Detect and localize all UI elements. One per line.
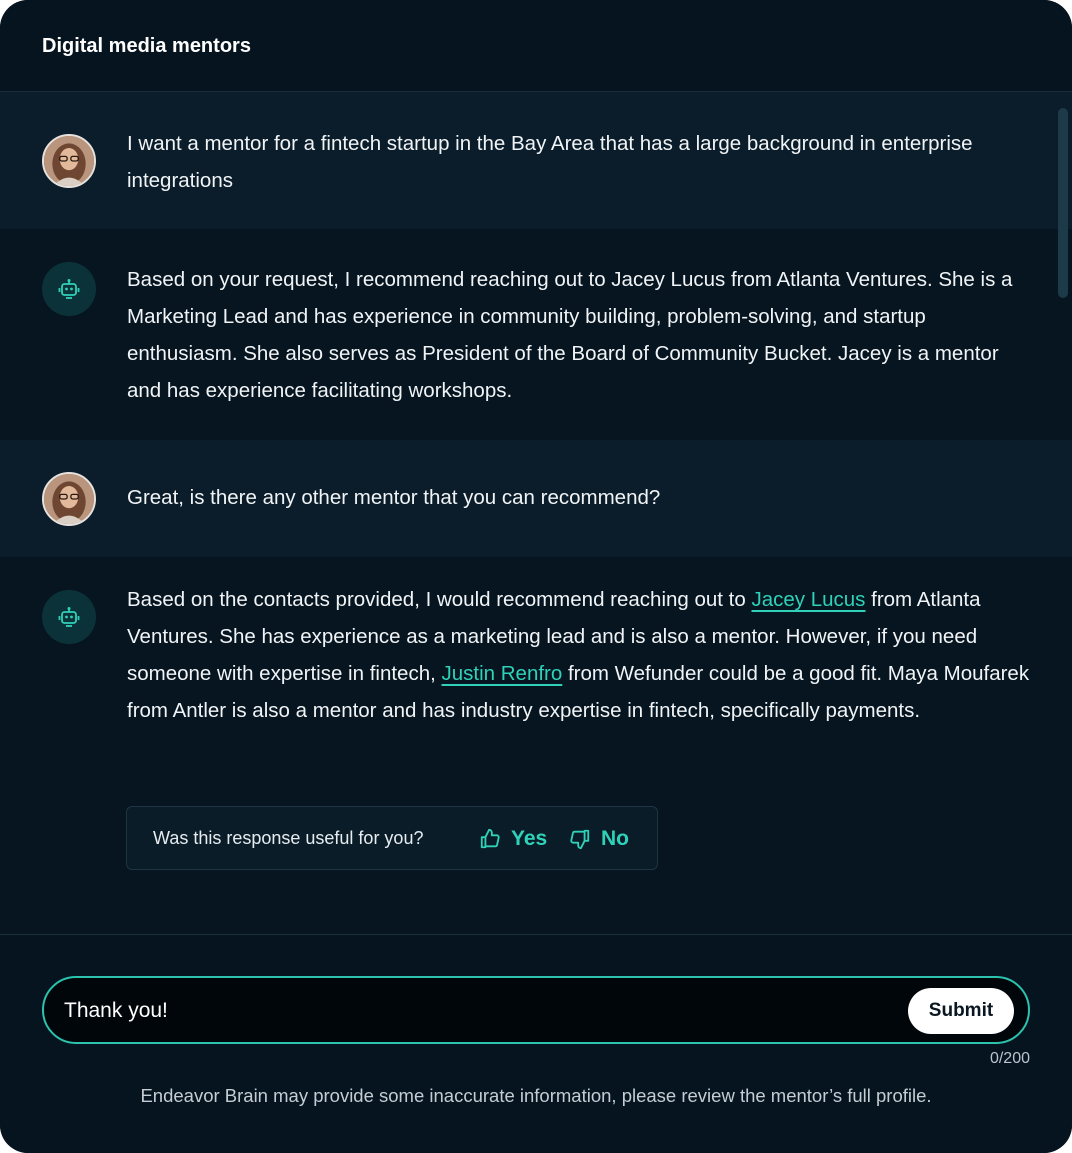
feedback-no-button[interactable]	[569, 824, 629, 854]
chat-history	[0, 92, 1072, 934]
bot-avatar	[42, 262, 96, 316]
header	[0, 0, 1072, 92]
robot-icon	[58, 278, 80, 300]
mentor-link-justin-renfro[interactable]: Justin Renfro	[441, 662, 563, 685]
thumbs-down-icon	[569, 828, 591, 850]
character-counter: 0/200	[989, 1050, 1030, 1067]
feedback-yes-button[interactable]	[479, 824, 547, 854]
feedback-box	[126, 806, 658, 870]
bot-message	[0, 557, 1072, 934]
thumbs-up-icon	[479, 828, 501, 850]
user-avatar-icon	[44, 136, 94, 186]
message-text: Based on your request, I recommend reaching out to Jacey Lucus from Atlanta Ventures. She is a Marketing Lead and has experience in community building, problem-solving, and startup enthusiasm. She also serves as President of the Board of Community Bucket. Jacey is a mentor and has experience facilitating workshops.	[127, 268, 1013, 402]
user-message	[0, 92, 1072, 229]
disclaimer-text: Endeavor Brain may provide some inaccurate information, please review the mentor’s full profile.	[140, 1085, 932, 1106]
submit-button[interactable]: Submit	[908, 988, 1014, 1034]
chat-scrollbar[interactable]	[1058, 108, 1068, 298]
user-avatar	[42, 134, 96, 188]
feedback-no-label: No	[601, 827, 629, 850]
message-text-part: from Atlanta Ventures. She has experience as a marketing lead and is also a mentor. However, if you need someone with expertise in fintech,	[127, 588, 981, 685]
page-title: Digital media mentors	[42, 35, 251, 57]
feedback-question: Was this response useful for you?	[153, 828, 424, 848]
feedback-yes-label: Yes	[511, 827, 548, 850]
mentor-link-jacey-lucus[interactable]: Jacey Lucus	[751, 588, 866, 611]
message-input-wrapper	[42, 976, 1030, 1044]
message-text-part: Based on the contacts provided, I would recommend reaching out to	[127, 588, 752, 611]
robot-icon	[58, 606, 80, 628]
bot-avatar	[42, 590, 96, 644]
message-text: I want a mentor for a fintech startup in the Bay Area that has a large background in enterprise integrations	[127, 132, 973, 192]
user-avatar-icon	[44, 474, 94, 524]
message-input[interactable]	[64, 990, 884, 1032]
user-avatar	[42, 472, 96, 526]
message-text-part: from Wefunder could be a good fit. Maya Moufarek from Antler is also a mentor and has industry expertise in fintech, specifically payments.	[127, 662, 1030, 722]
message-text: Great, is there any other mentor that you can recommend?	[127, 486, 661, 509]
bot-message	[0, 229, 1072, 440]
composer-footer	[0, 934, 1072, 1153]
message-text	[127, 581, 1037, 729]
user-message	[0, 440, 1072, 557]
